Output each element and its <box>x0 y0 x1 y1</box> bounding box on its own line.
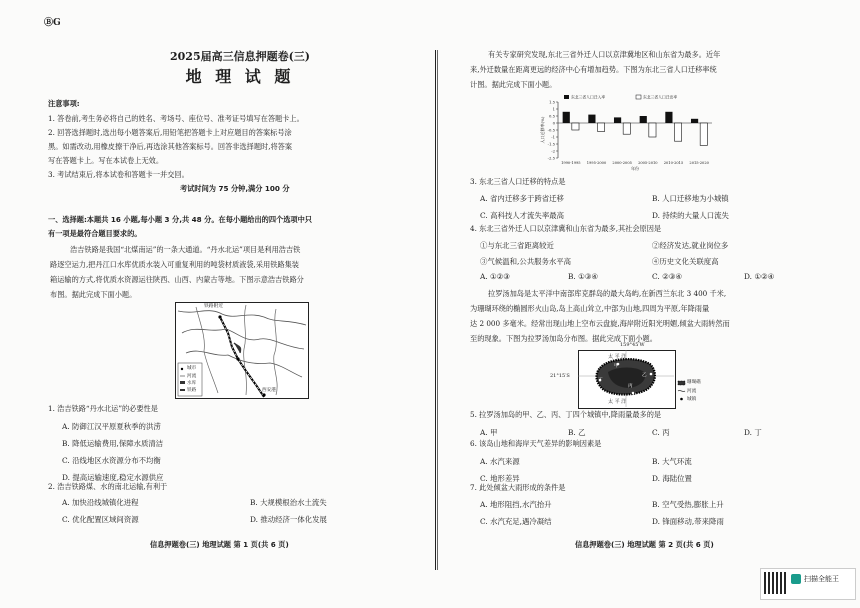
legend-reef: 珊瑚礁 <box>687 380 701 385</box>
legend-out-swatch <box>636 95 641 99</box>
bar-in-migration <box>691 119 698 123</box>
q5-option-a[interactable]: A. 甲 <box>480 428 498 437</box>
passage-line: 布图。据此完成下面小题。 <box>50 290 137 299</box>
bar-out-migration <box>623 123 630 134</box>
y-tick-label: -1 <box>551 134 555 140</box>
q4-stem: 4. 东北三省外迁人口以京津冀和山东省为最多,其社会原因是 <box>470 224 662 233</box>
ocean-label-top: 太 平 洋 <box>608 354 627 360</box>
q6-option-c[interactable]: C. 地形差异 <box>480 474 520 483</box>
town-yi: 乙 <box>642 373 647 378</box>
x-tick-label: 2000-2005 <box>612 161 632 165</box>
q7-option-a[interactable]: A. 地形阻挡,水汽抬升 <box>480 500 552 509</box>
legend-city: 城市 <box>187 366 197 371</box>
bar-in-migration <box>665 112 672 123</box>
y-tick-label: -2 <box>551 148 555 154</box>
x-tick-label: 1995-2000 <box>586 161 607 165</box>
q4-item: ①与东北三省距离较近 <box>480 241 554 250</box>
island-map <box>550 342 728 407</box>
bar-out-migration <box>598 123 605 131</box>
q1-option-c[interactable]: C. 沿线地区水资源分布不均衡 <box>62 456 161 465</box>
note-line: 1. 答卷前,考生务必将自己的姓名、考场号、座位号、准考证号填写在答题卡上。 <box>48 114 304 123</box>
legend-river: 河流 <box>687 389 697 394</box>
q5-option-c[interactable]: C. 丙 <box>652 428 670 437</box>
note-line: 2. 回答选择题时,选出每小题答案后,用铅笔把答题卡上对应题目的答案标号涂 <box>48 128 292 137</box>
bar-out-migration <box>675 123 682 141</box>
q3-option-b[interactable]: B. 人口迁移地为小城镇 <box>652 194 729 203</box>
y-tick-label: 0 <box>552 120 555 126</box>
migration-chart-svg <box>538 94 718 172</box>
q2-option-a[interactable]: A. 加快沿线城镇化进程 <box>62 498 139 507</box>
cs-logo-icon <box>791 574 801 584</box>
bar-in-migration <box>614 117 621 123</box>
page-footer: 信息押题卷(三) 地理试题 第 2 页(共 6 页) <box>575 540 714 549</box>
y-tick-label: 1.5 <box>548 99 555 105</box>
passage-line: 浩吉铁路是我国“北煤南运”的一条大通道。“丹水北运”项目是利用浩吉铁 <box>70 245 301 254</box>
x-axis-label: 年份 <box>631 166 639 171</box>
q1-option-d[interactable]: D. 提高运输速度,稳定水源供应 <box>62 473 164 482</box>
x-tick-label: 2005-2010 <box>638 161 658 165</box>
column-divider <box>435 50 436 570</box>
q4-option-c[interactable]: C. ②③④ <box>652 272 682 281</box>
q6-stem: 6. 该岛山地和海岸天气差异的影响因素是 <box>470 439 602 448</box>
q2-option-c[interactable]: C. 优化配置区域间资源 <box>62 515 139 524</box>
note-line: 写在答题卡上。写在本试卷上无效。 <box>48 156 164 165</box>
q6-option-d[interactable]: D. 海陆位置 <box>652 474 692 483</box>
section-heading: 有一项是最符合题目要求的。 <box>48 229 142 238</box>
time-line: 考试时间为 75 分钟,满分 100 分 <box>180 184 290 193</box>
q4-option-b[interactable]: B. ①③④ <box>568 272 599 281</box>
q4-item: ④历史文化关联度高 <box>652 257 719 266</box>
bar-in-migration <box>563 112 570 123</box>
q4-option-d[interactable]: D. ①②④ <box>744 272 775 281</box>
y-tick-label: -1.5 <box>547 141 555 147</box>
legend-in-label: 东北三省人口迁入率 <box>571 94 606 100</box>
bar-out-migration <box>572 123 579 130</box>
scanner-label: 扫描全能王 <box>804 575 839 583</box>
q3-option-d[interactable]: D. 持续的大量人口流失 <box>652 211 729 220</box>
town-ding: 丁 <box>598 378 603 383</box>
q1-stem: 1. 浩吉铁路“丹水北运”的必要性是 <box>48 404 158 413</box>
note-line: 黑。如需改动,用橡皮擦干净后,再选涂其他答案标号。回答非选择题时,将答案 <box>48 142 293 151</box>
bar-in-migration <box>640 116 647 123</box>
longitude-label: 159°45′W <box>620 342 645 348</box>
q6-option-b[interactable]: B. 大气环流 <box>652 457 692 466</box>
q1-option-b[interactable]: B. 降低运输费用,保障水质清洁 <box>62 439 164 448</box>
passage-line: 箱运输的方式,将优质水资源运往陕西、山西、内蒙古等地。下图示意浩吉铁路分 <box>50 275 304 284</box>
y-tick-label: 0.5 <box>548 113 555 119</box>
migration-chart <box>538 94 718 172</box>
q5-option-b[interactable]: B. 乙 <box>568 428 586 437</box>
legend-town: 城镇 <box>687 397 697 402</box>
qr-code-icon <box>764 572 786 594</box>
x-tick-label: 2010-2015 <box>663 161 684 165</box>
passage-line: 拉罗汤加岛是太平洋中南部库克群岛的最大岛屿,在新西兰东北 3 400 千米, <box>488 289 727 298</box>
bar-out-migration <box>700 123 707 145</box>
subject-title: 地 理 试 题 <box>185 67 295 86</box>
y-tick-label: -2.5 <box>547 155 555 161</box>
passage-line: 来,外迁数量在距离更远的经济中心有增加趋势。下图为东北三省人口迁移率统 <box>470 65 717 74</box>
bar-in-migration <box>588 115 595 123</box>
q2-option-d[interactable]: D. 推动经济一体化发展 <box>250 515 327 524</box>
q4-item: ③气候温和,公共服务水平高 <box>480 257 572 266</box>
q5-option-d[interactable]: D. 丁 <box>744 428 762 437</box>
q7-option-d[interactable]: D. 锋面移动,带来降雨 <box>652 517 724 526</box>
exam-title: 2025届高三信息押题卷(三) <box>169 50 311 63</box>
q1-option-a[interactable]: A. 防御江汉平原夏秋季的洪涝 <box>62 422 161 431</box>
q4-item: ②经济发达,就业岗位多 <box>652 241 729 250</box>
corner-mark: ⒷG <box>44 18 61 28</box>
legend-river: 河流 <box>187 374 197 379</box>
q6-option-a[interactable]: A. 水汽来源 <box>480 457 520 466</box>
map-city-label: 西安港 <box>262 388 276 393</box>
note-line: 3. 考试结束后,将本试卷和答题卡一并交回。 <box>48 170 189 179</box>
y-tick-label: -0.5 <box>547 127 555 133</box>
ocean-label-bottom: 太 平 洋 <box>608 399 627 405</box>
passage-line: 有关专家研究发现,东北三省外迁人口以京津冀地区和山东省为最多。近年 <box>488 50 721 59</box>
x-tick-label: 1990-1995 <box>561 161 581 165</box>
town-bing: 丙 <box>628 384 633 389</box>
legend-railway: 铁路 <box>187 388 197 393</box>
x-tick-label: 2015-2020 <box>689 161 709 165</box>
q2-option-b[interactable]: B. 大规模根治水土流失 <box>250 498 327 507</box>
latitude-label: 21°15′S <box>550 373 570 379</box>
legend-in-swatch <box>564 95 569 99</box>
section-heading: 一、选择题:本题共 16 小题,每小题 3 分,共 48 分。在每小题给出的四个选项中只 <box>48 215 312 224</box>
column-divider <box>437 50 438 570</box>
passage-line: 为珊瑚环绕的椭圆形火山岛,岛上高山耸立,中部为山地,四周为平原,年降雨量 <box>470 304 710 313</box>
passage-line: 路逐空运力,把丹江口水库优质水装入可重复利用的吨袋材质液袋,采用铁路集装 <box>50 260 299 269</box>
q5-stem: 5. 拉罗汤加岛的甲、乙、丙、丁四个城镇中,降雨量最多的是 <box>470 410 662 419</box>
town-jia: 甲 <box>614 364 619 369</box>
q3-option-c[interactable]: C. 高科技人才流失率最高 <box>480 211 564 220</box>
y-axis-label: 人口迁移率(%) <box>540 116 545 144</box>
q3-option-a[interactable]: A. 省内迁移多于跨省迁移 <box>480 194 564 203</box>
passage-line: 至的现象。下图为拉罗汤加岛分布图。据此完成下面小题。 <box>470 334 657 343</box>
map-label: 铁路附近 <box>204 304 224 309</box>
scanner-badge <box>760 568 856 600</box>
legend-reservoir: 水库 <box>187 381 197 386</box>
page-footer: 信息押题卷(三) 地理试题 第 1 页(共 6 页) <box>150 540 289 549</box>
y-tick-label: 1 <box>552 106 555 112</box>
bar-out-migration <box>649 123 656 137</box>
q4-option-a[interactable]: A. ①②③ <box>480 272 510 281</box>
passage-line: 计图。据此完成下面小题。 <box>470 80 557 89</box>
passage-line: 达 2 000 多毫米。经常出现山地上空布云盘旋,海岸附近阳光明媚,倾盆大雨转然而 <box>470 319 730 328</box>
q7-option-b[interactable]: B. 空气受热,膨胀上升 <box>652 500 724 509</box>
notes-heading: 注意事项: <box>48 99 80 108</box>
railway-map <box>175 302 309 399</box>
q3-stem: 3. 东北三省人口迁移的特点是 <box>470 177 566 186</box>
legend-out-label: 东北三省人口迁出率 <box>643 94 678 100</box>
q7-option-c[interactable]: C. 水汽充足,遇冷凝结 <box>480 517 552 526</box>
q2-stem: 2. 浩吉铁路煤、水的南北运输,有利于 <box>48 482 168 491</box>
q7-stem: 7. 此处倾盆大雨形成的条件是 <box>470 483 566 492</box>
